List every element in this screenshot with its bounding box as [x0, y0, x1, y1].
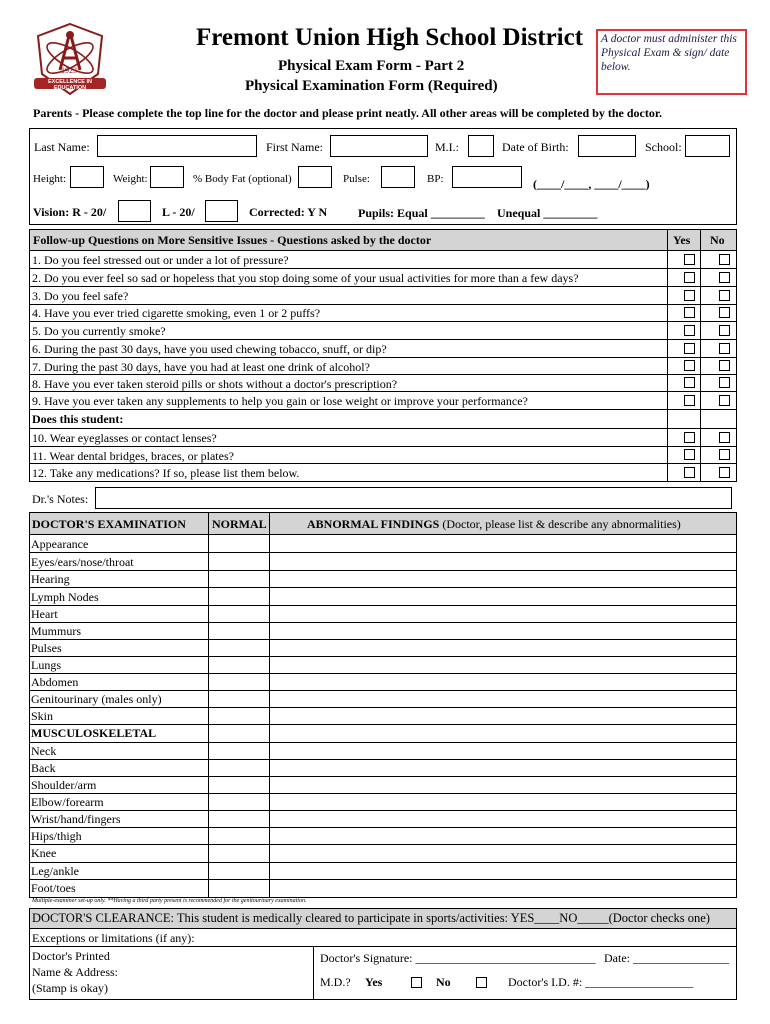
- no-column-divider: [700, 229, 701, 482]
- row-divider: [29, 304, 736, 305]
- question-5: 5. Do you currently smoke?: [32, 324, 166, 338]
- exam-row-shoulder-arm: Shoulder/arm: [31, 778, 97, 792]
- question-1: 1. Do you feel stressed out or under a lot of pressure?: [32, 253, 289, 267]
- body-fat-input[interactable]: [298, 166, 332, 188]
- printed-name-label-3: (Stamp is okay): [32, 981, 108, 995]
- exam-row-leg-ankle: Leg/ankle: [31, 864, 79, 878]
- row-divider: [29, 339, 736, 340]
- yes-header: Yes: [673, 233, 691, 247]
- clearance-text: DOCTOR'S CLEARANCE: This student is medically cleared to participate in sports/activities: YES____NO_____(Doctor checks one): [32, 911, 710, 925]
- exam-row-divider: [29, 605, 736, 606]
- question-9: 9. Have you ever taken any supplements to help you gain or lose weight or improve your performance?: [32, 394, 528, 408]
- md-label: M.D.?: [320, 975, 351, 989]
- question-3: 3. Do you feel safe?: [32, 289, 129, 303]
- bp-label: BP:: [427, 173, 444, 185]
- notes-label: Dr.'s Notes:: [32, 492, 89, 506]
- exam-row-divider: [29, 570, 736, 571]
- followup-header: Follow-up Questions on More Sensitive Issues - Questions asked by the doctor: [33, 233, 432, 247]
- exam-row-back: Back: [31, 761, 56, 775]
- vision-left-input[interactable]: [205, 200, 238, 222]
- exam-row-divider: [29, 707, 736, 708]
- exam-col3-header: [307, 517, 681, 532]
- md-no-label: No: [436, 975, 451, 989]
- bp-format: (____/____, ____/____): [533, 177, 650, 191]
- first-name-input[interactable]: [330, 135, 428, 157]
- bp-input[interactable]: [452, 166, 522, 188]
- q10-no-checkbox[interactable]: [719, 432, 730, 443]
- pulse-label: Pulse:: [343, 173, 370, 185]
- exam-row-divider: [29, 724, 736, 725]
- q6-no-checkbox[interactable]: [719, 343, 730, 354]
- clearance-divider: [29, 928, 736, 929]
- q3-no-checkbox[interactable]: [719, 290, 730, 301]
- question-12: 12. Take any medications? If so, please list them below.: [32, 466, 300, 480]
- exam-row-divider: [29, 534, 736, 535]
- exam-row-divider: [29, 622, 736, 623]
- q4-yes-checkbox[interactable]: [684, 307, 695, 318]
- md-no-checkbox[interactable]: [476, 977, 487, 988]
- last-name-label: Last Name:: [34, 140, 90, 154]
- parent-instructions: Parents - Please complete the top line for the doctor and please print neatly. All other areas will be completed by the doctor.: [33, 106, 663, 120]
- exam-row-abdomen: Abdomen: [31, 675, 79, 689]
- q3-yes-checkbox[interactable]: [684, 290, 695, 301]
- dob-input[interactable]: [578, 135, 636, 157]
- notes-input[interactable]: [95, 487, 732, 509]
- exam-row-divider: [29, 810, 736, 811]
- vision-left-label: L - 20/: [162, 205, 195, 219]
- exam-row-pulses: Pulses: [31, 641, 62, 655]
- no-header: No: [710, 233, 725, 247]
- question-10: 10. Wear eyeglasses or contact lenses?: [32, 431, 217, 445]
- mi-label: M.I.:: [435, 140, 459, 154]
- exam-row-divider: [29, 639, 736, 640]
- exam-row-elbow-forearm: Elbow/forearm: [31, 795, 104, 809]
- dob-label: Date of Birth:: [502, 140, 569, 154]
- question-11: 11. Wear dental bridges, braces, or plates?: [32, 449, 234, 463]
- question-4: 4. Have you ever tried cigarette smoking, even 1 or 2 puffs?: [32, 306, 321, 320]
- exam-row-musculoskeletal: MUSCULOSKELETAL: [31, 726, 157, 740]
- q5-no-checkbox[interactable]: [719, 325, 730, 336]
- corrected-label: Corrected: Y N: [249, 205, 328, 219]
- q4-no-checkbox[interactable]: [719, 307, 730, 318]
- q9-yes-checkbox[interactable]: [684, 395, 695, 406]
- height-input[interactable]: [70, 166, 104, 188]
- does-student-heading: Does this student:: [32, 412, 124, 426]
- row-divider: [29, 321, 736, 322]
- yes-column-divider: [667, 229, 668, 482]
- exam-row-divider: [29, 827, 736, 828]
- doctor-id-label: Doctor's I.D. #: __________________: [508, 975, 694, 989]
- md-yes-checkbox[interactable]: [411, 977, 422, 988]
- exam-row-lungs: Lungs: [31, 658, 61, 672]
- pulse-input[interactable]: [381, 166, 415, 188]
- q7-yes-checkbox[interactable]: [684, 360, 695, 371]
- q12-yes-checkbox[interactable]: [684, 467, 695, 478]
- exam-row-divider: [29, 552, 736, 553]
- unequal-label: Unequal _________: [497, 206, 598, 220]
- height-label: Height:: [33, 173, 66, 185]
- exam-row-heart: Heart: [31, 607, 58, 621]
- doctor-note: A doctor must administer this Physical Exam & sign/ date below.: [601, 33, 737, 73]
- pupils-label: Pupils: Equal _________: [358, 206, 485, 220]
- body-fat-label: % Body Fat (optional): [193, 173, 292, 185]
- exam-row-foot-toes: Foot/toes: [31, 881, 76, 895]
- exam-row-divider: [29, 587, 736, 588]
- vision-right-label: Vision: R - 20/: [33, 205, 107, 219]
- q1-no-checkbox[interactable]: [719, 254, 730, 265]
- doctor-note-box: [596, 29, 747, 95]
- exam-row-skin: Skin: [31, 709, 54, 723]
- weight-input[interactable]: [150, 166, 184, 188]
- exam-row-divider: [29, 844, 736, 845]
- exam-row-divider: [29, 776, 736, 777]
- q10-yes-checkbox[interactable]: [684, 432, 695, 443]
- question-7: 7. During the past 30 days, have you had at least one drink of alcohol?: [32, 360, 370, 374]
- exam-row-divider: [29, 759, 736, 760]
- exam-row-genitourinary: Genitourinary (males only): [31, 692, 162, 706]
- q2-yes-checkbox[interactable]: [684, 272, 695, 283]
- exam-row-divider: [29, 793, 736, 794]
- last-name-input[interactable]: [97, 135, 257, 157]
- school-label: School:: [645, 140, 682, 154]
- clearance-divider: [29, 946, 736, 947]
- question-2: 2. Do you ever feel so sad or hopeless that you stop doing some of your usual activities for more than a few days?: [32, 271, 579, 285]
- signature-label: Doctor's Signature: ______________________________: [320, 951, 596, 965]
- exam-col2-header: NORMAL: [212, 517, 267, 531]
- q7-no-checkbox[interactable]: [719, 360, 730, 371]
- exam-row-divider: [29, 673, 736, 674]
- form-subtitle-2: Physical Examination Form (Required): [245, 78, 498, 94]
- form-subtitle-1: Physical Exam Form - Part 2: [278, 58, 465, 74]
- row-divider: [29, 250, 736, 251]
- md-yes-label: Yes: [365, 975, 383, 989]
- exceptions-label: Exceptions or limitations (if any):: [32, 931, 195, 945]
- exam-row-divider: [29, 656, 736, 657]
- question-6: 6. During the past 30 days, have you used chewing tobacco, snuff, or dip?: [32, 342, 387, 356]
- school-input[interactable]: [685, 135, 730, 157]
- exam-row-divider: [29, 879, 736, 880]
- q9-no-checkbox[interactable]: [719, 395, 730, 406]
- exam-row-divider: [29, 690, 736, 691]
- q12-no-checkbox[interactable]: [719, 467, 730, 478]
- exam-row-appearance: Appearance: [31, 537, 89, 551]
- row-divider: [29, 357, 736, 358]
- exam-row-divider: [29, 862, 736, 863]
- question-8: 8. Have you ever taken steroid pills or shots without a doctor's prescription?: [32, 377, 398, 391]
- row-divider: [29, 446, 736, 447]
- row-divider: [29, 428, 736, 429]
- exam-row-divider: [29, 742, 736, 743]
- first-name-label: First Name:: [266, 140, 323, 154]
- exam-footnote: Multiple-examiner set-up only. **Having a third party present is recommended for the genitourinary examination.: [32, 898, 307, 904]
- district-logo: [30, 22, 110, 100]
- mi-input[interactable]: [468, 135, 494, 157]
- q11-yes-checkbox[interactable]: [684, 449, 695, 460]
- district-title: Fremont Union High School District: [196, 24, 584, 51]
- exam-row-hearing: Hearing: [31, 572, 70, 586]
- exam-row-neck: Neck: [31, 744, 57, 758]
- logo-year: 1923: [61, 66, 77, 75]
- exam-row-hips-thigh: Hips/thigh: [31, 829, 82, 843]
- exam-row-knee: Knee: [31, 846, 57, 860]
- row-divider: [29, 286, 736, 287]
- q11-no-checkbox[interactable]: [719, 449, 730, 460]
- exam-col3-rest: (Doctor, please list & describe any abnormalities): [439, 517, 681, 531]
- q8-no-checkbox[interactable]: [719, 377, 730, 388]
- vision-right-input[interactable]: [118, 200, 151, 222]
- exam-row-murmurs: Mummurs: [31, 624, 82, 638]
- row-divider: [29, 268, 736, 269]
- printed-name-label-1: Doctor's Printed: [32, 949, 110, 963]
- q8-yes-checkbox[interactable]: [684, 377, 695, 388]
- exam-col3-bold: ABNORMAL FINDINGS: [307, 517, 440, 531]
- exam-row-wrist-hand-fingers: Wrist/hand/fingers: [31, 812, 121, 826]
- exam-col1-header: DOCTOR'S EXAMINATION: [32, 517, 186, 531]
- q6-yes-checkbox[interactable]: [684, 343, 695, 354]
- weight-label: Weight:: [113, 173, 148, 185]
- q2-no-checkbox[interactable]: [719, 272, 730, 283]
- date-label: Date: ________________: [604, 951, 729, 965]
- exam-row-eyes-ears-nose-throat: Eyes/ears/nose/throat: [31, 555, 134, 569]
- q1-yes-checkbox[interactable]: [684, 254, 695, 265]
- clearance-col-divider: [313, 946, 314, 1000]
- exam-row-lymph-nodes: Lymph Nodes: [31, 590, 99, 604]
- logo-motto: EXCELLENCE IN EDUCATION: [47, 79, 92, 91]
- q5-yes-checkbox[interactable]: [684, 325, 695, 336]
- row-divider: [29, 409, 736, 410]
- printed-name-label-2: Name & Address:: [32, 965, 118, 979]
